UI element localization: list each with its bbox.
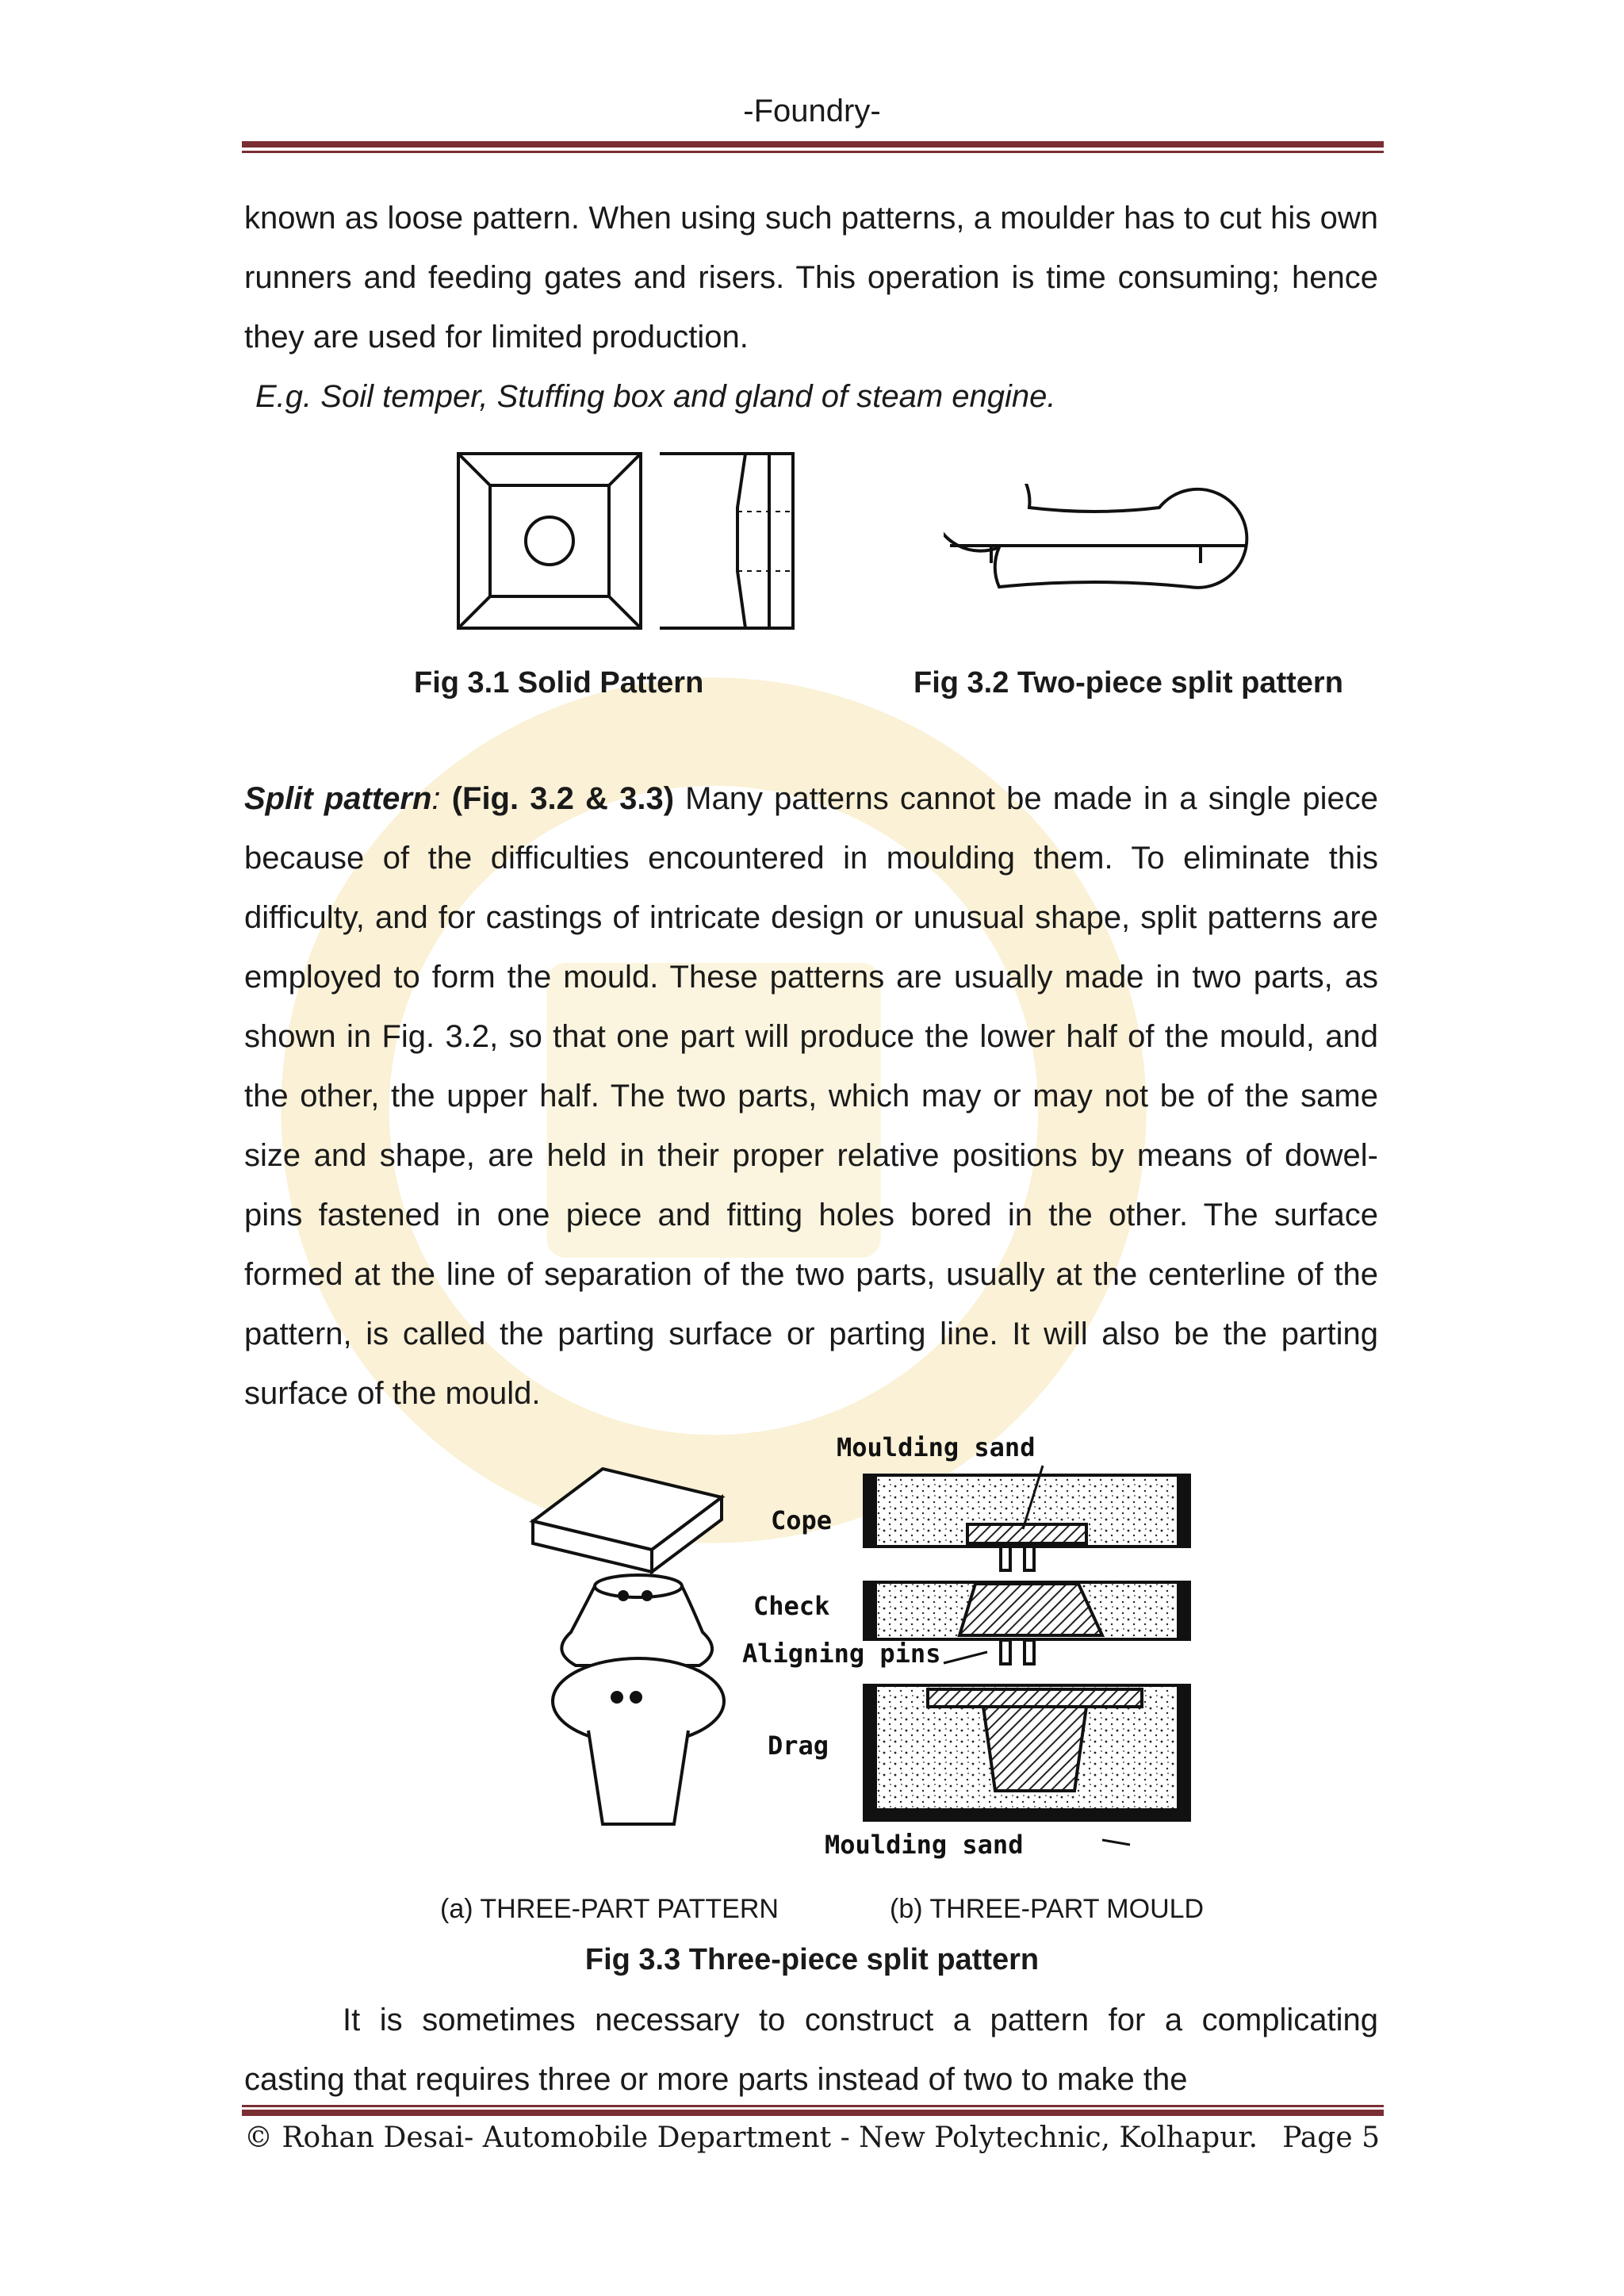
fig-3-2-caption: Fig 3.2 Two-piece split pattern	[914, 666, 1343, 700]
fig-3-3b-subcaption: (b) THREE-PART MOULD	[890, 1894, 1205, 1924]
page-number: Page 5	[1282, 2122, 1380, 2154]
split-pattern-body: Many patterns cannot be made in a single piece because of the difficulties encountered in moulding them. To eliminate this difficulty, and for castings of intricate design or unusual shape, split patterns are employed to form the mould. These patterns are usually made in two parts, as shown in Fig. 3.2, so that one part will produce the lower half of the mould, and the other, the upper half. The two parts, which may or may not be of the same size and shape, are held in their proper relative positions by means of dowel-pins fastened in one piece and fitting holes bored in the other. The surface formed at the line of separation of the two parts, usually at the centerline of the pattern, is called the parting surface or parting line. It will also be the parting surface of the mould.	[244, 781, 1379, 1411]
drag-label: Drag	[768, 1731, 829, 1761]
aligning-pins-label: Aligning pins	[742, 1639, 941, 1669]
moulding-sand-bottom-label: Moulding sand	[825, 1830, 1024, 1860]
intro-text	[244, 189, 1378, 427]
check-label: Check	[753, 1591, 830, 1621]
page-footer	[244, 2122, 1380, 2154]
example-line: E.g. Soil temper, Stuffing box and gland of steam engine.	[255, 379, 1056, 414]
fig-3-3-three-piece-drawing	[515, 1428, 1213, 1872]
split-pattern-section	[244, 769, 1378, 1424]
header-rule	[242, 141, 1384, 148]
closing-paragraph: It is sometimes necessary to construct a pattern for a complicating casting that requires three or more parts instead of two to make the	[244, 2003, 1378, 2097]
running-header: -Foundry-	[743, 94, 881, 128]
footer-rule-thin	[242, 2105, 1384, 2107]
intro-paragraph: known as loose pattern. When using such patterns, a moulder has to cut his own runners and feeding gates and risers. This operation is time consuming; hence they are used for limited production.	[244, 201, 1378, 355]
footer-rule	[242, 2110, 1384, 2116]
fig-3-2-split-pattern-drawing	[944, 484, 1253, 611]
header-rule-thin	[242, 151, 1384, 153]
term-colon: :	[431, 781, 452, 816]
moulding-sand-top-label: Moulding sand	[837, 1432, 1036, 1462]
cope-label: Cope	[771, 1505, 833, 1535]
figure-reference: (Fig. 3.2 & 3.3)	[451, 781, 675, 816]
footer-copyright: © Rohan Desai- Automobile Department - New Polytechnic, Kolhapur.	[244, 2122, 1258, 2154]
split-pattern-paragraph	[244, 769, 1378, 1424]
three-part-pattern	[533, 1469, 724, 1824]
split-pattern-term: Split pattern	[244, 781, 432, 816]
fig-3-1-caption: Fig 3.1 Solid Pattern	[414, 666, 704, 700]
closing-text	[244, 1991, 1378, 2110]
fig-3-1-solid-pattern-drawing	[452, 444, 801, 634]
fig-3-3-caption: Fig 3.3 Three-piece split pattern	[584, 1943, 1040, 1976]
fig-3-3a-subcaption: (a) THREE-PART PATTERN	[440, 1894, 779, 1924]
